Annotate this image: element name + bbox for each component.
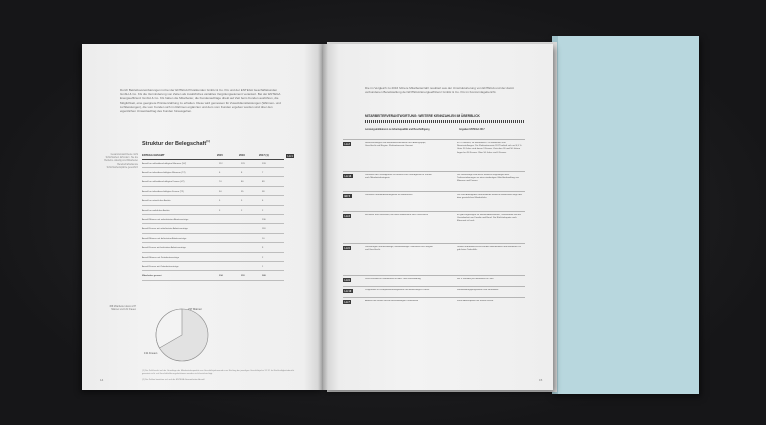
cover-back-page: [552, 36, 699, 394]
left-section-title: [142, 139, 210, 147]
kpi-row: [343, 171, 525, 192]
row-value-2017: 2: [262, 209, 264, 212]
indicator-description: Neueinstellungen und Mitarbeiterfluktuation nach Altersgruppe, Geschlecht und Region. Fluktuationsrate Gesamt: [365, 142, 426, 148]
right-page: [323, 44, 553, 390]
book-gutter-shadow: [318, 44, 328, 390]
row-value-2016: 2: [241, 209, 243, 212]
table-head-2016: 2016: [239, 154, 245, 157]
footnote-2: (2) Die Zahlen beziehen sich auf die ENTEGA Gesamtheiten Anzahl: [142, 379, 205, 381]
row-value-2017: 89: [262, 181, 265, 184]
row-value-2016: 35: [241, 190, 244, 193]
col-head-right: Angaben ENTEGA 2017: [459, 129, 485, 131]
row-value-2015: 74: [219, 181, 222, 184]
table-head-2015: 2015: [217, 154, 223, 157]
row-value-2017: 9: [262, 247, 264, 250]
row-value-2015: 334: [219, 275, 223, 278]
row-label: Anzahl an teilzeitbeschäftigten Frauen (TZ): [142, 190, 184, 193]
row-label: Anzahl an vollzeitbeschäftigten Frauen (VZ): [142, 181, 185, 184]
row-value-2015: 212: [219, 162, 223, 165]
row-label: Anzahl Frauen mit Zeitarbeitsverträge: [142, 265, 179, 268]
right-intro-paragraph: Die im Vergleich zu 2016 höhere Mitarbeiterzahl resultiert aus der Umstrukturierung von ENTEGA und der damit verbundenen Bereitstellung der ENTEGA Energieeffizienz GmbH & Co. KG im Konzernlagebericht.: [365, 86, 514, 95]
indicator-value: Der vom Arbeitgeber einzuhaltende tarifliche Mindestlohn liegt über dem gesetzlichen Mindestlohn.: [457, 194, 523, 200]
kpi-row: [343, 211, 525, 244]
indicator-value: Es gibt Regelungen für flexible Arbeitszeiten, Teilzeitarbeit und die Vereinbarkeit von Familie und Beruf. Die Rückkehrquote nach Elternzeit ist hoch.: [457, 214, 521, 223]
indicator-tag: LA 2: [344, 142, 350, 146]
indicator-tag: LA 14: [344, 174, 352, 178]
indicator-value: Es 76 Männer, 38 Mitarbeitern. 26 Mitarbeiter sind Neueinstellungen. Die Fluktuationsrate 2017 beläuft sich auf 4,5 %. Unter 30 Jahre sind davon 3 Frauen. Zwischen 30 und 50 Jahren liegen bei 56 Frauen. Über 50 Jahre sind 6 Frauen.: [457, 142, 523, 154]
indicator-description: Verhältnis des Grundgehalts für Männer zum Grundgehalt für Frauen nach Mitarbeiterkategorie: [365, 174, 432, 180]
row-label: Anzahl Frauen mit befristeten Arbeitsverträge: [142, 247, 186, 250]
row-label: Anzahl Männer mit Zeitarbeitsverträge: [142, 256, 180, 259]
left-page-number: 14: [100, 378, 104, 382]
table-row: [142, 228, 284, 234]
section-title-sup: (1): [206, 139, 210, 143]
row-label: Anzahl Männer mit befristeten Arbeitsverträge: [142, 237, 187, 240]
footnote-1: (1) Die Zahl beruht auf der Grundlage der Mitarbeiterkapazität zum Geschäftsjahresende zum Stichtag der jeweiligen Geschäftsjahrs 31.12. Im Nachhaltigkeitsbericht gewertet nicht. mit Geschäftsführungsfunktionen werden nicht berücksichtigt.: [142, 370, 295, 375]
row-value-2016: 8: [241, 171, 243, 174]
indicator-description: Durchschnittliche Stundenzahl für Aus- und Weiterbildung: [365, 278, 421, 280]
row-value-2016: 5: [241, 200, 243, 203]
left-page: [82, 44, 323, 390]
indicator-tag: LA 9: [344, 278, 350, 282]
indicator-description: Programme für Kompetenzmanagement und lebenslanges Lernen: [365, 289, 430, 291]
right-section-title: MITARBEITERVERANTWORTUNG: WEITERE KENNZAHLEN IM ÜBERBLICK: [365, 114, 480, 118]
la1-tag: LA 1: [287, 154, 293, 158]
left-intro-paragraph: Durch Betriebsvereinbarungen ist bei der ENTEGA Privatkunden GmbH & Co. KG und der ENTEGA Geschäftskunden GmbH & Co. KG die Verminderung von Zeiten als zusätzliches variables Vergütungselement verankert. Bei der ENTEGA Energieeffizienz GmbH & Co. KG haben die Mitarbeiter, die Kundenaufträge direkt auf Zeit beim Kunden ausführen, die Möglichkeit, eine geeignete Prämienzahlung zu erhalten. Diese wird gemessen für Zusatzdienstleistungen (Wärmen- und Lichtleistungen), die vom Kunden sich im Rahmen ergänzten und dem vom Kunden ergeben worden sind über den eigentlichen Umsetzauftrag des Kunden hinausgehen.: [120, 88, 281, 114]
row-value-2016: 80: [241, 181, 244, 184]
row-label: Anzahl an teilzeitbeschäftigten Männern (TZ): [142, 171, 186, 174]
indicator-value: Weiterbildungsprogramme sind vorhanden.: [457, 289, 499, 291]
kpi-row: [343, 191, 525, 212]
pie-note: 368 Mitarbeiter davon 237 Männer und 131 Frauen: [109, 306, 136, 312]
row-label: Anzahl an vollzeitbeschäftigten Männern (VZ): [142, 162, 187, 165]
indicator-value: Die Gehaltslage sind durch tarifliche Regelungen bzw. Tarifvereinbarungen zu einer eindeutigen Gleichbehandlung von Männern und Frauen.: [457, 174, 520, 183]
row-value-2015: 5: [219, 200, 221, 203]
table-row: [142, 209, 284, 215]
table-row: [142, 247, 284, 253]
table-row: [142, 218, 284, 224]
row-value-2017: 368: [262, 275, 266, 278]
title-hatched-rule: [365, 120, 525, 123]
pie-label-women: 131 Frauen: [144, 352, 158, 355]
indicator-tag: LA 7: [344, 300, 350, 304]
row-value-2017: 6: [262, 200, 264, 203]
table-head-label: ENTEGA GESAMT: [142, 154, 165, 157]
row-value-2017: 38: [262, 190, 265, 193]
row-value-2017: 118: [262, 228, 266, 231]
row-value-2017: 2: [262, 256, 264, 259]
row-value-2015: 3: [219, 209, 221, 212]
table-row: [142, 171, 284, 177]
table-head-rule: [142, 159, 284, 160]
table-row: [142, 190, 284, 196]
row-label: Mitarbeiter gesamt: [142, 275, 162, 278]
section-title-text: Struktur der Belegschaft: [142, 140, 207, 147]
row-value-2017: 230: [262, 218, 266, 221]
kpi-row: [343, 297, 525, 318]
indicator-description: Verletzungen und Ausfalltage, arbeitsbedingte Todesfälle nach Region und Geschlecht: [365, 246, 433, 252]
indicator-tag: LA 6: [344, 246, 350, 250]
table-row: [142, 200, 284, 206]
table-row: [142, 265, 284, 271]
indicator-description: Verhältnis Standardeintrittsgehalt zu Mindestlohn: [365, 194, 413, 196]
table-row: [142, 237, 284, 243]
row-label: Anzahl an weiblichen Azubis: [142, 209, 170, 212]
pie-label-men: 237 Männer: [188, 308, 202, 311]
indicator-tag: LA 3: [344, 214, 350, 218]
row-value-2016: 223: [241, 162, 245, 165]
right-page-number: 15: [539, 378, 543, 382]
table-row: [142, 275, 284, 281]
kpi-row: [343, 243, 525, 276]
table-row: [142, 162, 284, 168]
indicator-description: Arbeiter mit hohem Risiko berufsbedingter Krankheiten: [365, 300, 419, 302]
indicator-value: Keine Arbeitsplätze mit hohem Risiko.: [457, 300, 494, 302]
row-value-2016: 353: [241, 275, 245, 278]
indicator-value: Rd. 6 Stunden pro Mitarbeiter im Jahr.: [457, 278, 494, 280]
table-row: [142, 256, 284, 262]
gender-pie-chart: [142, 304, 224, 366]
row-label: Anzahl an männlichen Azubis: [142, 200, 171, 203]
row-label: Anzahl Frauen mit unbefristeter Arbeitsverträge: [142, 228, 188, 231]
row-value-2017: 233: [262, 162, 266, 165]
row-value-2015: 34: [219, 190, 222, 193]
col-head-left: Leistungsindikatoren zu Arbeitsqualität und Beschäftigung: [365, 129, 430, 131]
indicator-description: Rückkehr nach Elternzeit, Bei allen Mitarbeitern nach Geschlecht: [365, 214, 428, 216]
indicator-tag: EC 5: [344, 194, 351, 198]
row-value-2017: 7: [262, 171, 264, 174]
row-value-2015: 6: [219, 171, 221, 174]
row-label: Anzahl Männer mit unbefristeter Arbeitsverträge: [142, 218, 189, 221]
table-head-2017: 2017 (1): [259, 154, 269, 157]
row-value-2017: 10: [262, 237, 265, 240]
table-row: [142, 181, 284, 187]
indicator-value: Unfälle und Arbeitsschutz werden dokumentiert und bearbeitet. Es gab keine Todesfälle.: [457, 246, 522, 252]
kpi-row: [343, 139, 525, 172]
indicator-tag: LA 10: [344, 289, 352, 293]
row-value-2017: 1: [262, 265, 264, 268]
side-note: Gesamtumsatz/heute nicht Schichtarbeit. Erfordern. Sie die Betriebs- ständig sind Mitarbeiter Bereitschaftsdienste Schichtarbeitsplätze gesetzlich: [104, 154, 138, 169]
